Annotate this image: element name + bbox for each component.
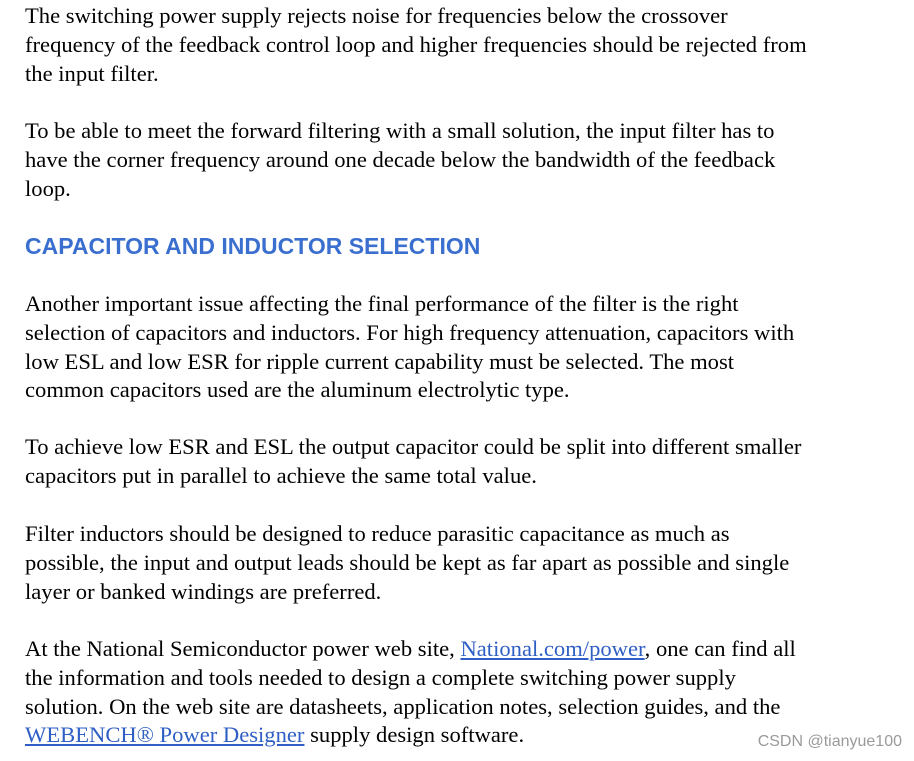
paragraph-line: low ESL and low ESR for ripple current capability must be selected. The most: [25, 348, 735, 374]
paragraph-line: selection of capacitors and inductors. For high frequency attenuation, capacitors with: [25, 319, 795, 345]
paragraph-line: have the corner frequency around one decade below the bandwidth of the feedback: [25, 146, 776, 172]
paragraph-line: loop.: [25, 175, 71, 201]
paragraph-line: common capacitors used are the aluminum electrolytic type.: [25, 377, 570, 403]
paragraph-line: Filter inductors should be designed to reduce parasitic capacitance as much as: [25, 521, 730, 546]
paragraph-line: Another important issue affecting the final performance of the filter is the right: [25, 291, 739, 316]
paragraph-input-filter: [25, 117, 905, 203]
paragraph-switching-noise: [25, 2, 905, 88]
text-segment: , one can find all: [644, 636, 796, 661]
paragraph-line: The switching power supply rejects noise for frequencies below the crossover: [25, 3, 728, 28]
webench-power-designer-link[interactable]: WEBENCH® Power Designer: [25, 722, 305, 748]
paragraph-line: [25, 635, 905, 664]
csdn-watermark: CSDN @tianyue100: [757, 733, 902, 750]
paragraph-line: To achieve low ESR and ESL the output capacitor could be split into different smaller: [25, 434, 802, 459]
paragraph-line: the input filter.: [25, 60, 159, 86]
text-segment: At the National Semiconductor power web site,: [25, 636, 461, 661]
paragraph-line: frequency of the feedback control loop and higher frequencies should be rejected from: [25, 31, 807, 57]
section-heading: CAPACITOR AND INDUCTOR SELECTION: [25, 233, 481, 259]
paragraph-line: solution. On the web site are datasheets, application notes, selection guides, and the: [25, 693, 781, 719]
paragraph-filter-inductors: [25, 520, 905, 606]
paragraph-line: the information and tools needed to design a complete switching power supply: [25, 664, 736, 690]
paragraph-low-esr: [25, 433, 905, 491]
paragraph-line: layer or banked windings are preferred.: [25, 578, 382, 604]
paragraph-line: To be able to meet the forward filtering with a small solution, the input filter has to: [25, 118, 775, 143]
national-power-link[interactable]: National.com/power: [460, 636, 645, 661]
paragraph-line: capacitors put in parallel to achieve the same total value.: [25, 462, 537, 488]
paragraph-line: possible, the input and output leads should be kept as far apart as possible and single: [25, 549, 790, 575]
paragraph-capacitor-selection: [25, 290, 905, 405]
text-segment: supply design software.: [304, 722, 525, 748]
